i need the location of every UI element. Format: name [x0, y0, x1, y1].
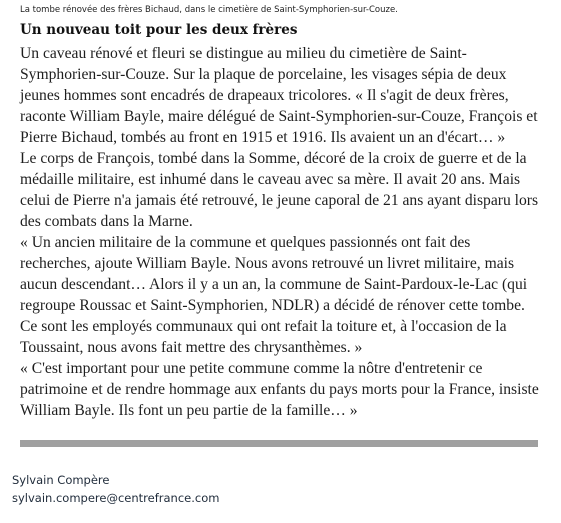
photo-caption: La tombe rénovée des frères Bichaud, dans le cimetière de Saint-Symphorien-sur-Couze. [20, 5, 398, 15]
author-email-link[interactable]: sylvain.compere@centrefrance.com [12, 491, 220, 505]
article-paragraph-1: Un caveau rénové et fleuri se distingue au milieu du cimetière de Saint-Symphorien-sur-Couze. Sur la plaque de porcelaine, les visages sépia de deux jeunes hommes sont encadrés de drapeaux tricolores. « Il s'agit de deux frères, raconte William Bayle, maire délégué de Saint-Symphorien-sur-Couze, François et Pierre Bichaud, tombés au front en 1915 et 1916. Ils avaient un an d'écart… » [20, 45, 538, 146]
section-divider [20, 440, 538, 447]
author-name: Sylvain Compère [12, 473, 110, 487]
article-paragraph-2: Le corps de François, tombé dans la Somme, décoré de la croix de guerre et de la médaille militaire, est inhumé dans le caveau avec sa mère. Il avait 20 ans. Mais celui de Pierre n'a jamais été retrouvé, le jeune caporal de 21 ans ayant disparu lors des combats dans la Marne. [20, 150, 539, 230]
article-paragraph-3: « Un ancien militaire de la commune et quelques passionnés ont fait des recherches, ajoute William Bayle. Nous avons retrouvé un livret militaire, mais aucun descendant… Alors il y a un an, la commune de Saint-Pardoux-le-Lac (qui regroupe Roussac et Saint-Symphorien, NDLR) a décidé de rénover cette tombe. Ce sont les employés communaux qui ont refait la toiture et, à l'occasion de la Toussaint, nous avons fait mettre des chrysanthèmes. » [20, 234, 528, 356]
article-body [20, 43, 540, 421]
article-headline: Un nouveau toit pour les deux frères [20, 22, 298, 38]
article-paragraph-4: « C'est important pour une petite commune comme la nôtre d'entretenir ce patrimoine et de rendre hommage aux enfants du pays morts pour la France, insiste William Bayle. Ils font un peu partie de la famille… » [20, 360, 539, 419]
